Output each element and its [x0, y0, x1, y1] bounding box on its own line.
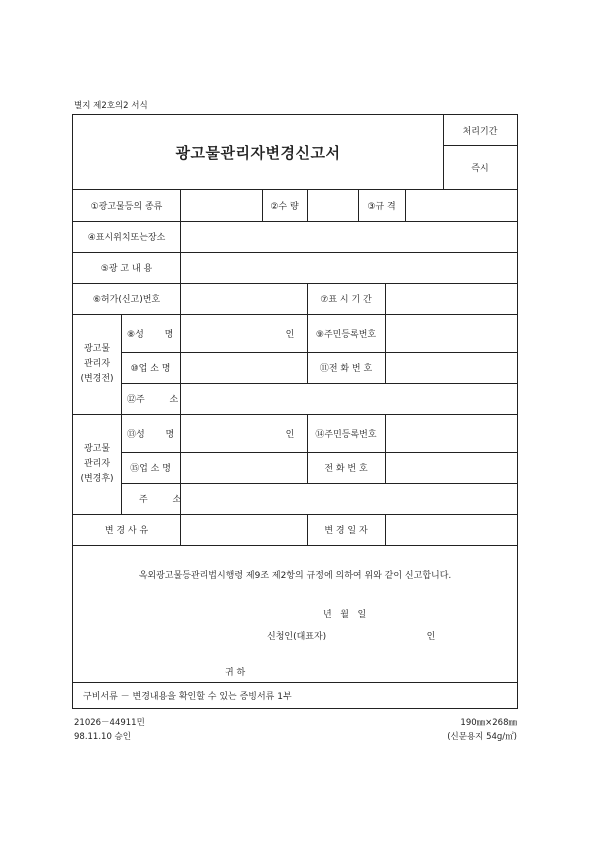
applicant-seal-mark: 인	[426, 631, 436, 642]
after-id-label: ⑭주민등록번호	[315, 429, 377, 440]
processing-period-label: 처리기간	[462, 126, 498, 137]
processing-period-value: 즉시	[471, 163, 489, 174]
before-address-label: ⑫주 소	[127, 395, 179, 405]
declaration-statement: 옥외광고물등관리법시행령 제9조 제2항의 규정에 의하여 위와 같이 신고합니다.	[138, 570, 452, 581]
addressee-label: 귀 하	[225, 667, 246, 678]
declaration-form	[72, 114, 518, 709]
before-phone-label: ⑪전 화 번 호	[319, 364, 373, 374]
after-seal-mark: 인	[285, 429, 295, 440]
change-reason-label: 변 경 사 유	[104, 526, 149, 536]
after-business-label: ⑮업 소 명	[130, 464, 171, 474]
before-name-label: ⑧성 명	[127, 329, 174, 340]
display-period-label: ⑦표 시 기 간	[320, 295, 372, 305]
footer-paper-weight: (신문용지 54g/㎡)	[447, 732, 517, 742]
ad-type-label: ①광고물등의 종류	[90, 201, 163, 212]
before-business-label: ⑩업 소 명	[130, 364, 171, 374]
applicant-label: 신청인(대표자)	[267, 631, 327, 642]
before-id-label: ⑨주민등록번호	[315, 329, 377, 340]
after-phone-label: 전 화 번 호	[324, 464, 368, 474]
size-label: ③규 격	[367, 201, 396, 212]
permit-number-label: ⑥허가(신고)번호	[92, 295, 161, 305]
after-address-label: 주 소	[139, 495, 182, 505]
form-title: 광고물관리자변경신고서	[175, 143, 341, 162]
footer-approval-date: 98.11.10 승인	[74, 732, 131, 742]
change-date-label: 변 경 일 자	[324, 526, 368, 536]
after-name-label: ⑬성 명	[127, 429, 175, 440]
quantity-label: ②수 량	[270, 201, 299, 212]
ad-content-label: ⑤광 고 내 용	[100, 264, 153, 274]
attachments-note: 구비서류 － 변경내용을 확인할 수 있는 증빙서류 1부	[83, 691, 292, 702]
footer-paper-size: 190㎜×268㎜	[460, 718, 517, 728]
footer-registration-number: 21026－44911민	[74, 718, 145, 728]
location-label: ④표시위치또는장소	[87, 233, 166, 243]
after-group-label: 광고물 관리자 (변경후)	[80, 443, 114, 484]
form-number: 별지 제2호의2 서식	[74, 101, 148, 111]
declaration-date-line: 년 월 일	[323, 609, 367, 620]
before-group-label: 광고물 관리자 (변경전)	[80, 343, 114, 384]
before-seal-mark: 인	[285, 329, 295, 340]
